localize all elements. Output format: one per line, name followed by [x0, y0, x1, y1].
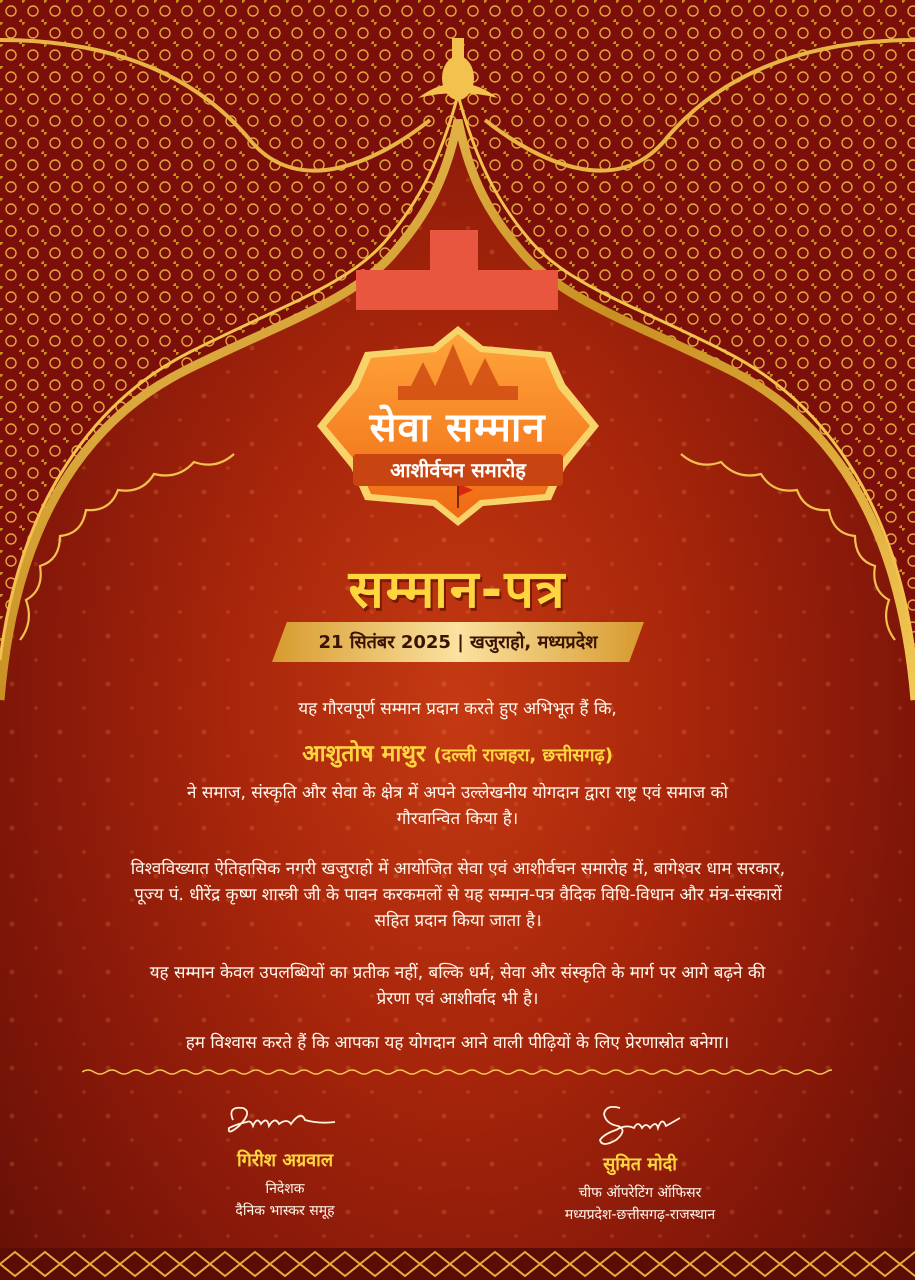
- paragraph-4: हम विश्वास करते हैं कि आपका यह योगदान आने वाली पीढ़ियों के लिए प्रेरणास्रोत बनेगा।: [185, 1033, 730, 1053]
- signatory-right-role: चीफ ऑपरेटिंग ऑफिसर: [578, 1185, 702, 1201]
- signatory-left: [170, 1098, 400, 1222]
- badge-subtitle: आशीर्वचन समारोह: [353, 454, 563, 486]
- paragraph-1: ने समाज, संस्कृति और सेवा के क्षेत्र में अपने उल्लेखनीय योगदान द्वारा राष्ट्र एवं समाज को गौरवान्वित किया है।: [186, 783, 728, 829]
- recipient-name: आशुतोष माथुर: [302, 741, 426, 767]
- certificate-title: सम्मान-पत्र: [348, 560, 567, 620]
- signatory-right-org: मध्यप्रदेश-छत्तीसगढ़-राजस्थान: [564, 1207, 716, 1223]
- date-location: 21 सितंबर 2025 | खजुराहो, मध्यप्रदेश: [318, 632, 598, 653]
- signature-sumit: [580, 1098, 700, 1148]
- paragraph-3: यह सम्मान केवल उपलब्धियों का प्रतीक नहीं, बल्कि धर्म, सेवा और संस्कृति के मार्ग पर आगे बढ़ने की प्रेरणा एवं आशीर्वाद भी है।: [149, 963, 766, 1009]
- badge-title: सेवा सम्मान: [369, 405, 546, 451]
- ornamental-divider: [82, 1068, 832, 1076]
- redacted-block-wide: [356, 270, 558, 310]
- recipient-place: (दल्ली राजहरा, छत्तीसगढ़): [433, 745, 613, 766]
- bottom-ornamental-border: [0, 1248, 915, 1280]
- signatory-left-name: गिरीश अग्रवाल: [236, 1150, 334, 1171]
- signature-girish: [215, 1098, 355, 1144]
- signatory-left-org: दैनिक भास्कर समूह: [235, 1203, 335, 1219]
- signatory-right-name: सुमित मोदी: [603, 1154, 677, 1175]
- signatory-right: [515, 1098, 765, 1226]
- intro-text: यह गौरवपूर्ण सम्मान प्रदान करते हुए अभिभूत हैं कि,: [298, 699, 617, 719]
- paragraph-2: विश्वविख्यात ऐतिहासिक नगरी खजुराहो में आयोजित सेवा एवं आशीर्वचन समारोह में, बागेश्वर धाम सरकार, पूज्य पं. धीरेंद्र कृष्ण शास्त्री जी के पावन करकमलों से यह सम्मान-पत्र वैदिक विधि-विधान और मंत्र-संस्कारों सहित प्रदान किया जाता है।: [130, 859, 786, 931]
- signatory-left-role: निदेशक: [265, 1181, 305, 1197]
- recipient: [0, 736, 915, 768]
